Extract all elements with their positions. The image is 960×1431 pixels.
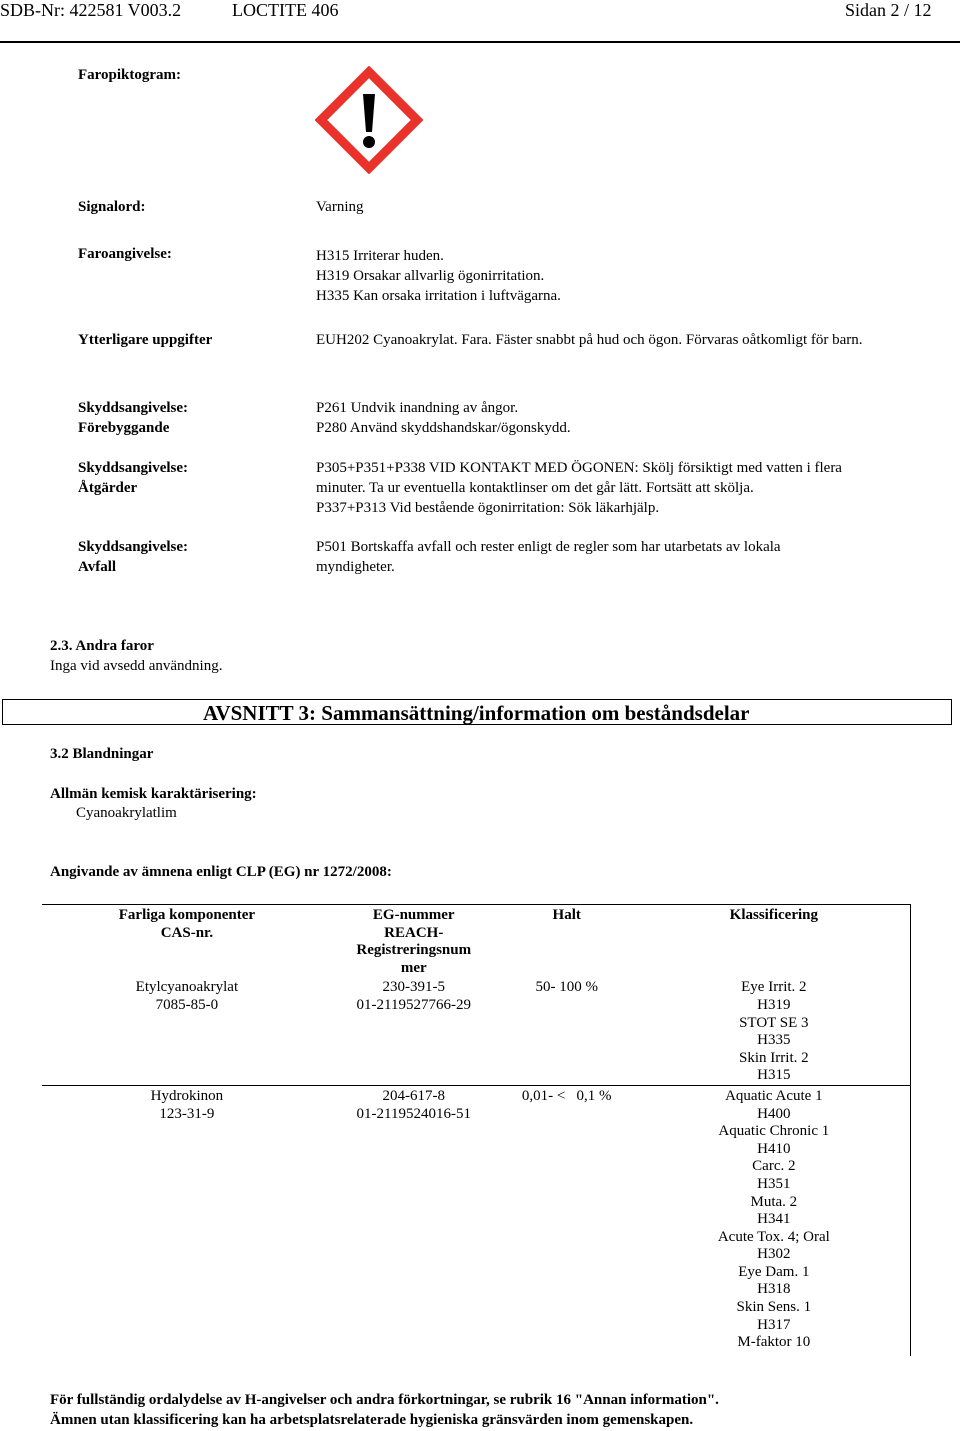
page-number: Sidan 2 / 12 [845, 0, 932, 20]
response-line: P337+P313 Vid bestående ögonirritation: Sök läkarhjälp. [316, 500, 660, 516]
disposal-line: P501 Bortskaffa avfall och rester enligt de regler som har utarbetats av lokala [316, 539, 781, 555]
general-characterization-label: Allmän kemisk karaktärisering: [50, 786, 257, 802]
general-characterization-value: Cyanoakrylatlim [76, 805, 177, 821]
table-row [42, 1086, 911, 1356]
mixtures-title: 3.2 Blandningar [50, 746, 154, 762]
header-eg-number: EG-nummer REACH- Registreringsnum mer [356, 907, 472, 976]
footer-note-h-statements: För fullständig ordalydelse av H-angivelser och andra förkortningar, se rubrik 16 "Annan information". [50, 1392, 719, 1408]
halt-cell: 0,01- < 0,1 % [521, 1087, 612, 1104]
response-line: P305+P351+P338 VID KONTAKT MED ÖGONEN: Skölj försiktigt med vatten i flera [316, 460, 842, 476]
signal-word-label: Signalord: [78, 199, 146, 215]
response-label [78, 458, 188, 498]
response-label-line2: Åtgärder [78, 480, 138, 496]
component-cell: Etylcyanoakrylat 7085-85-0 [135, 979, 239, 1013]
other-hazards-text: Inga vid avsedd användning. [50, 658, 223, 674]
extra-info-value: EUH202 Cyanoakrylat. Fara. Fäster snabbt på hud och ögon. Förvaras oåtkomligt för barn. [316, 332, 863, 348]
halt-cell: 50- 100 % [535, 979, 598, 996]
header-halt: Halt [552, 907, 581, 923]
disposal-line: myndigheter. [316, 559, 395, 575]
hazard-label: Faroangivelse: [78, 246, 172, 262]
header-component: Farliga komponenter CAS-nr. [118, 907, 256, 941]
pictogram-label: Faropiktogram: [78, 67, 182, 83]
disposal-statements [316, 537, 781, 577]
eg-cell: 230-391-5 01-2119527766-29 [356, 979, 471, 1013]
disposal-label-line1: Skyddsangivelse: [78, 539, 189, 555]
section3-title: AVSNITT 3: Sammansättning/information om beståndsdelar [203, 701, 750, 725]
header-classification: Klassificering [729, 907, 818, 923]
hazard-statements [316, 246, 561, 306]
response-line: minuter. Ta ur eventuella kontaktlinser om det går lätt. Fortsätt att skölja. [316, 480, 754, 496]
hazard-line: H335 Kan orsaka irritation i luftvägarna. [316, 288, 561, 304]
table-header-row [42, 905, 911, 978]
table-row [42, 977, 911, 1085]
hazard-line: H315 Irriterar huden. [316, 248, 444, 264]
component-cell: Hydrokinon 123-31-9 [150, 1087, 224, 1122]
classification-cell: Eye Irrit. 2 H319 STOT SE 3 H335 Skin Irrit. 2 H315 [739, 979, 809, 1084]
prevention-line: P261 Undvik inandning av ångor. [316, 400, 519, 416]
signal-word-value: Varning [316, 199, 364, 215]
product-name: LOCTITE 406 [232, 0, 339, 20]
footer-notes [50, 1390, 719, 1430]
components-table [42, 904, 911, 1356]
classification-cell: Aquatic Acute 1 H400 Aquatic Chronic 1 H410 Carc. 2 H351 Muta. 2 H341 Acute Tox. 4; Oral H302 Eye Dam. 1 H318 Skin Sens. 1 H317 M-faktor 10 [717, 1087, 830, 1351]
prevention-statements [316, 398, 571, 438]
prevention-label [78, 398, 188, 438]
response-statements [316, 458, 842, 518]
disposal-label [78, 537, 188, 577]
header-rule [0, 41, 960, 43]
ghs07-exclamation-mark-icon [315, 66, 423, 174]
clp-title: Angivande av ämnena enligt CLP (EG) nr 1272/2008: [50, 864, 392, 880]
section3-heading-box [2, 699, 952, 725]
other-hazards-title: 2.3. Andra faror [50, 638, 154, 654]
doc-id: SDB-Nr: 422581 V003.2 [0, 0, 182, 20]
extra-info-label: Ytterligare uppgifter [78, 332, 213, 348]
prevention-line: P280 Använd skyddshandskar/ögonskydd. [316, 420, 571, 436]
prevention-label-line1: Skyddsangivelse: [78, 400, 189, 416]
hazard-line: H319 Orsakar allvarlig ögonirritation. [316, 268, 545, 284]
prevention-label-line2: Förebyggande [78, 420, 170, 436]
footer-note-unclassified: Ämnen utan klassificering kan ha arbetsplatsrelaterade hygieniska gränsvärden inom gemenskapen. [50, 1412, 694, 1428]
response-label-line1: Skyddsangivelse: [78, 460, 189, 476]
disposal-label-line2: Avfall [78, 559, 117, 575]
eg-cell: 204-617-8 01-2119524016-51 [356, 1087, 471, 1122]
